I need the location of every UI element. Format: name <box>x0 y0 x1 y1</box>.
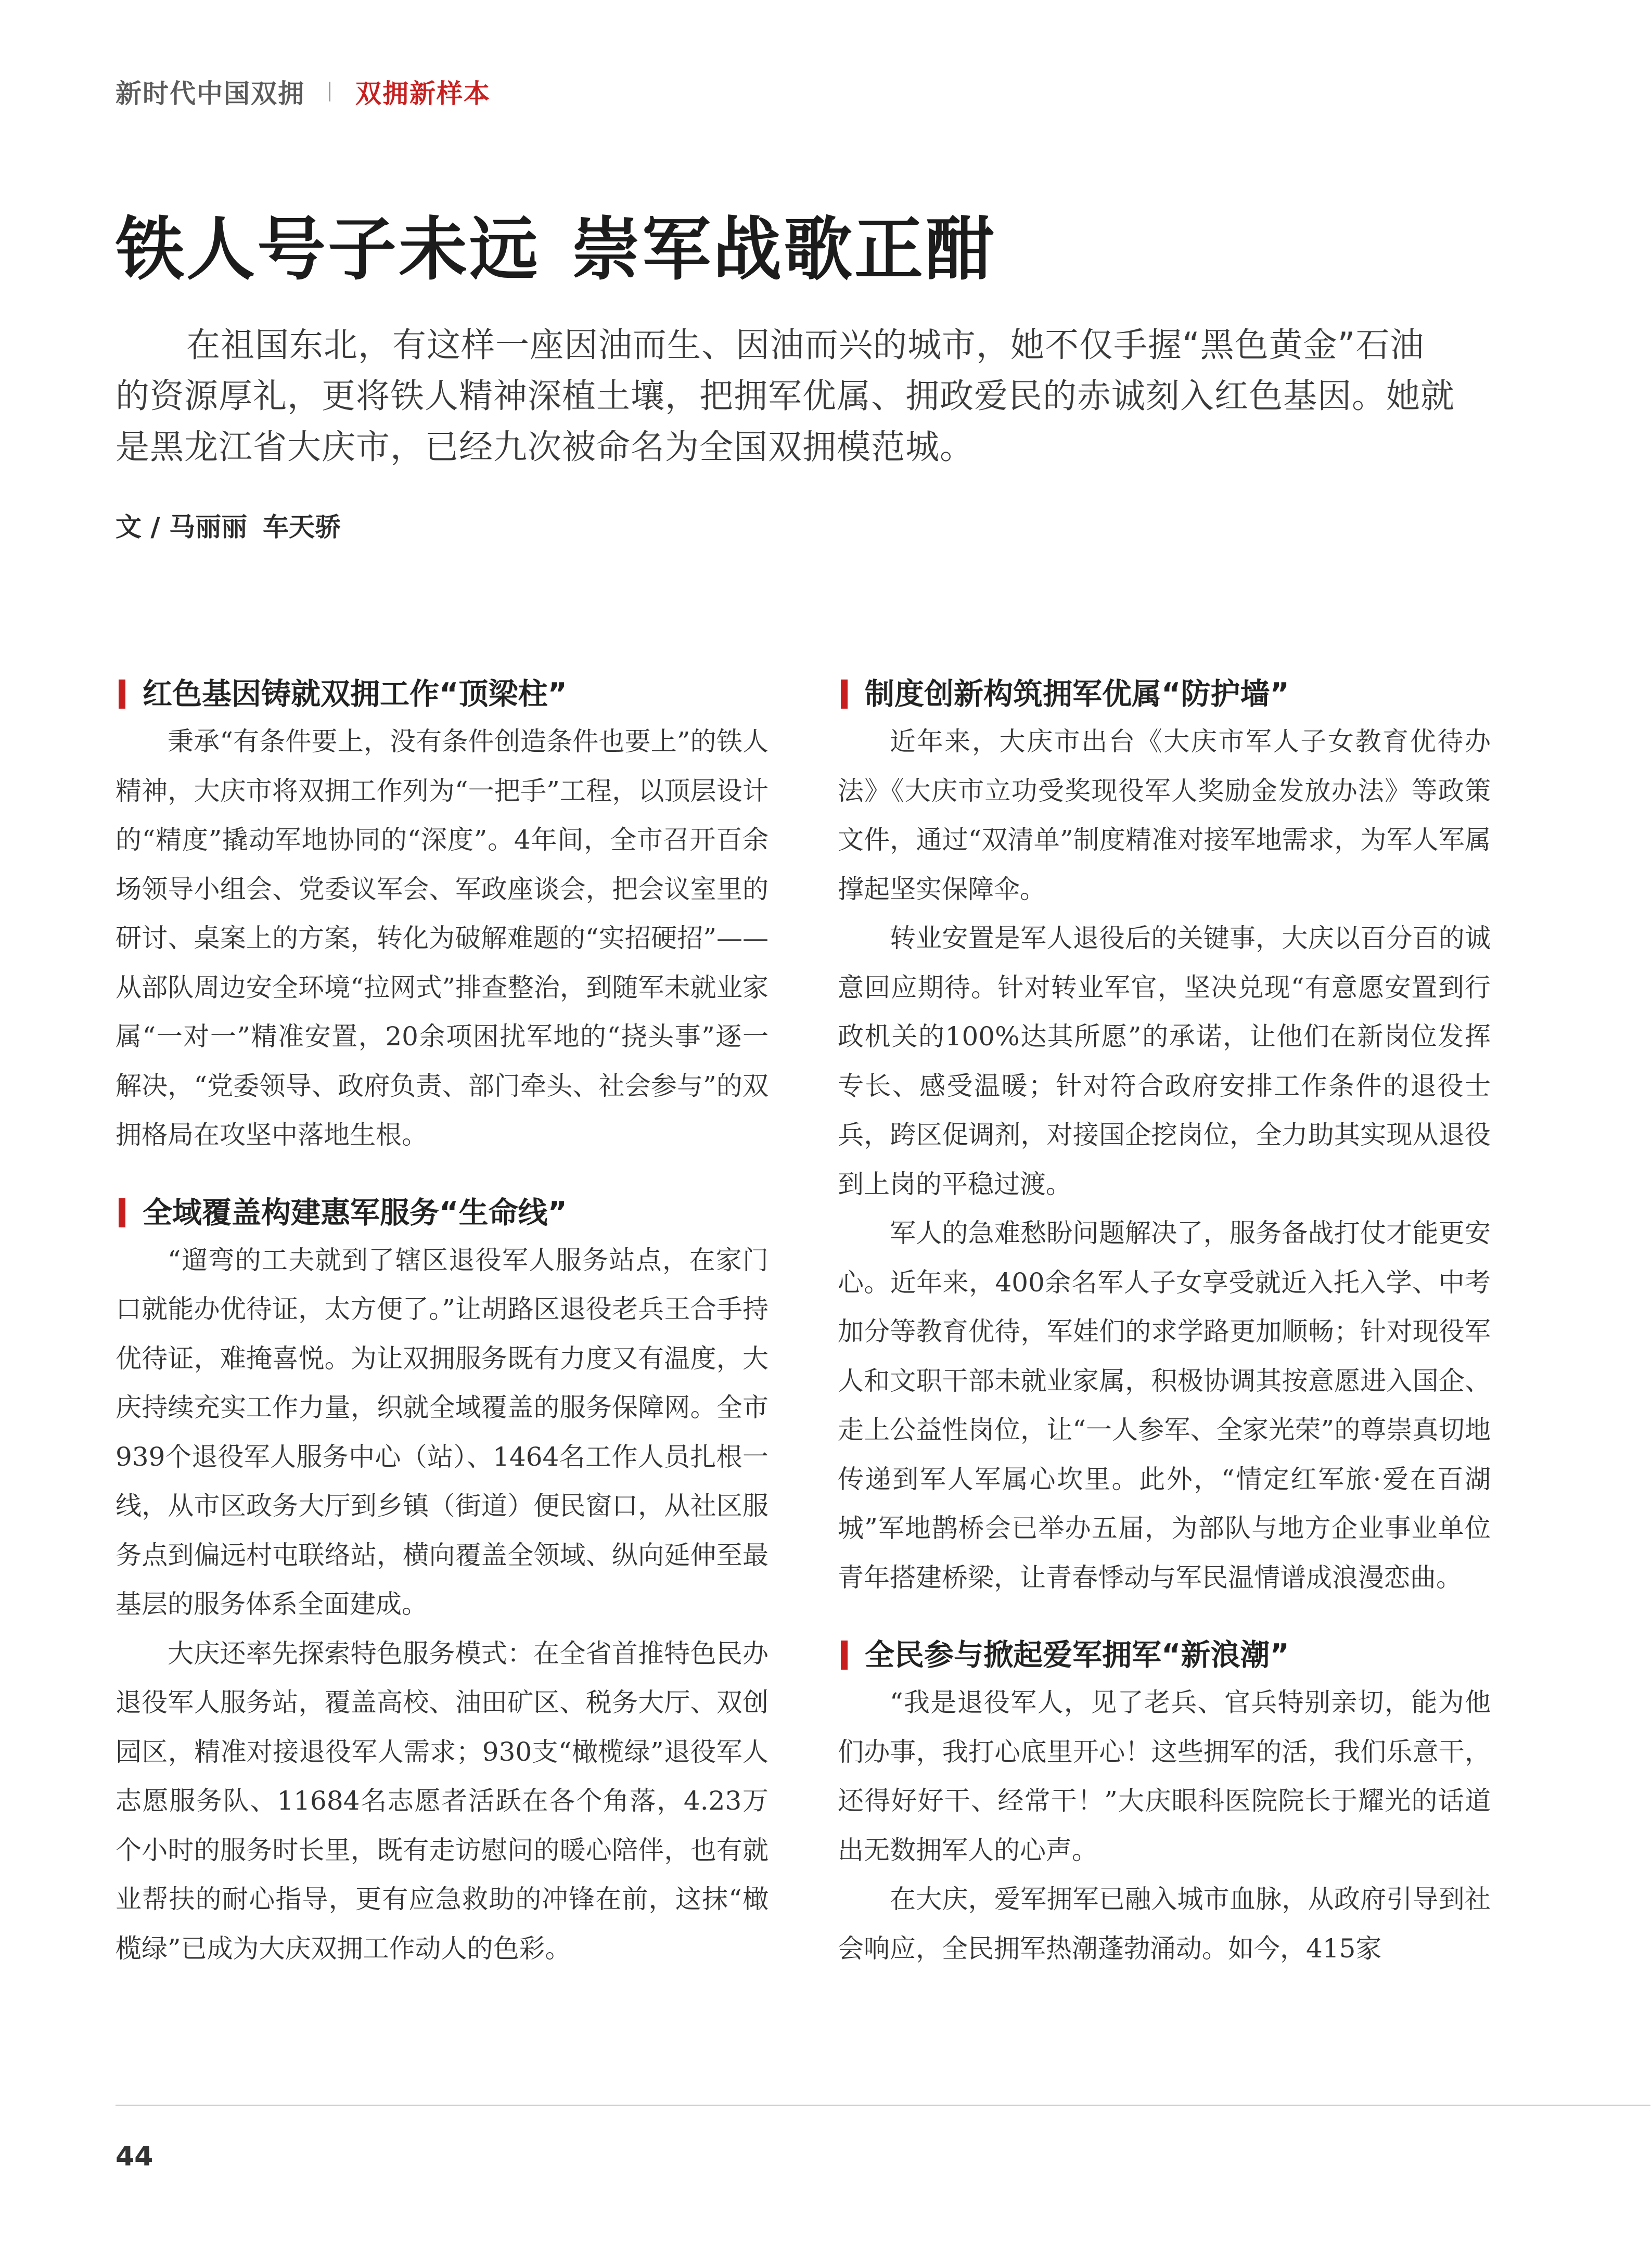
author-name: 马丽丽 <box>169 512 248 542</box>
body-paragraph: 军人的急难愁盼问题解决了，服务备战打仗才能更安心。近年来，400余名军人子女享受就近入托入学、中考加分等教育优待，军娃们的求学路更加顺畅；针对现役军人和文职干部未就业家属，积极协调其按意愿进入国企、走上公益性岗位，让“一人参军、全家光荣”的尊崇真切地传递到军人军属心坎里。此外，“情定红军旅·爱在百湖城”军地鹊桥会已举办五届，为部队与地方企业事业单位青年搭建桥梁，让青春悸动与军民温情谱成浪漫恋曲。 <box>838 1218 1491 1593</box>
body-paragraph: “我是退役军人，见了老兵、官兵特别亲切，能为他们办事，我打心底里开心！这些拥军的活，我们乐意干，还得好好干、经常干！”大庆眼科医院院长于耀光的话道出无数拥军人的心声。 <box>838 1687 1491 1865</box>
body-paragraph: 在大庆，爱军拥军已融入城市血脉，从政府引导到社会响应，全民拥军热潮蓬勃涌动。如今，415家 <box>838 1884 1491 1964</box>
body-paragraph: “遛弯的工夫就到了辖区退役军人服务站点，在家门口就能办优待证，太方便了。”让胡路区退役老兵王合手持优待证，难掩喜悦。为让双拥服务既有力度又有温度，大庆持续充实工作力量，织就全域覆盖的服务保障网。全市939个退役军人服务中心（站）、1464名工作人员扎根一线，从市区政务大厅到乡镇（街道）便民窗口，从社区服务点到偏远村屯联络站，横向覆盖全领域、纵向延伸至最基层的服务体系全面建成。 <box>116 1245 769 1619</box>
author-name: 车天骄 <box>263 512 341 542</box>
left-column <box>116 671 769 1973</box>
column-label: 双拥新样本 <box>355 79 491 109</box>
body-paragraph: 转业安置是军人退役后的关键事，大庆以百分百的诚意回应期待。针对转业军官，坚决兑现“有意愿安置到行政机关的100%达其所愿”的承诺，让他们在新岗位发挥专长、感受温暖；针对符合政府安排工作条件的退役士兵，跨区促调剂，对接国企挖岗位，全力助其实现从退役到上岗的平稳过渡。 <box>838 923 1491 1199</box>
article-title-part2: 崇军战歌正酣 <box>571 209 996 290</box>
footer-divider <box>116 2105 1650 2106</box>
byline-prefix: 文 / <box>116 512 170 542</box>
section-heading: 全民参与掀起爱军拥军“新浪潮” <box>838 1632 1491 1678</box>
page-number: 44 <box>116 2141 153 2172</box>
article-title <box>116 211 996 289</box>
magazine-section-label: 新时代中国双拥 <box>116 79 305 109</box>
section-heading: 制度创新构筑拥军优属“防护墙” <box>838 671 1491 717</box>
right-column <box>838 671 1491 1973</box>
body-paragraph: 近年来，大庆市出台《大庆市军人子女教育优待办法》《大庆市立功受奖现役军人奖励金发放办法》等政策文件，通过“双清单”制度精准对接军地需求，为军人军属撑起坚实保障伞。 <box>838 726 1491 904</box>
byline <box>116 506 341 544</box>
body-paragraph: 大庆还率先探索特色服务模式：在全省首推特色民办退役军人服务站，覆盖高校、油田矿区、税务大厅、双创园区，精准对接退役军人需求；930支“橄榄绿”退役军人志愿服务队、11684名志愿者活跃在各个角落，4.23万个小时的服务时长里，既有走访慰问的暖心陪伴，也有就业帮扶的耐心指导，更有应急救助的冲锋在前，这抹“橄榄绿”已成为大庆双拥工作动人的色彩。 <box>116 1638 769 1964</box>
section-heading: 全域覆盖构建惠军服务“生命线” <box>116 1190 769 1236</box>
section-heading: 红色基因铸就双拥工作“顶梁柱” <box>116 671 769 717</box>
body-paragraph: 秉承“有条件要上，没有条件创造条件也要上”的铁人精神，大庆市将双拥工作列为“一把手”工程，以顶层设计的“精度”撬动军地协同的“深度”。4年间，全市召开百余场领导小组会、党委议军会、军政座谈会，把会议室里的研讨、桌案上的方案，转化为破解难题的“实招硬招”——从部队周边安全环境“拉网式”排查整治，到随军未就业家属“一对一”精准安置，20余项困扰军地的“挠头事”逐一解决，“党委领导、政府负责、部门牵头、社会参与”的双拥格局在攻坚中落地生根。 <box>116 726 769 1150</box>
running-header <box>116 75 491 108</box>
article-lead: 在祖国东北，有这样一座因油而生、因油而兴的城市，她不仅手握“黑色黄金”石油的资源厚礼，更将铁人精神深植土壤，把拥军优属、拥政爱民的赤诚刻入红色基因。她就是黑龙江省大庆市，已经九次被命名为全国双拥模范城。 <box>116 326 1455 467</box>
header-divider <box>329 82 330 101</box>
article-title-part1: 铁人号子未远 <box>116 209 540 290</box>
